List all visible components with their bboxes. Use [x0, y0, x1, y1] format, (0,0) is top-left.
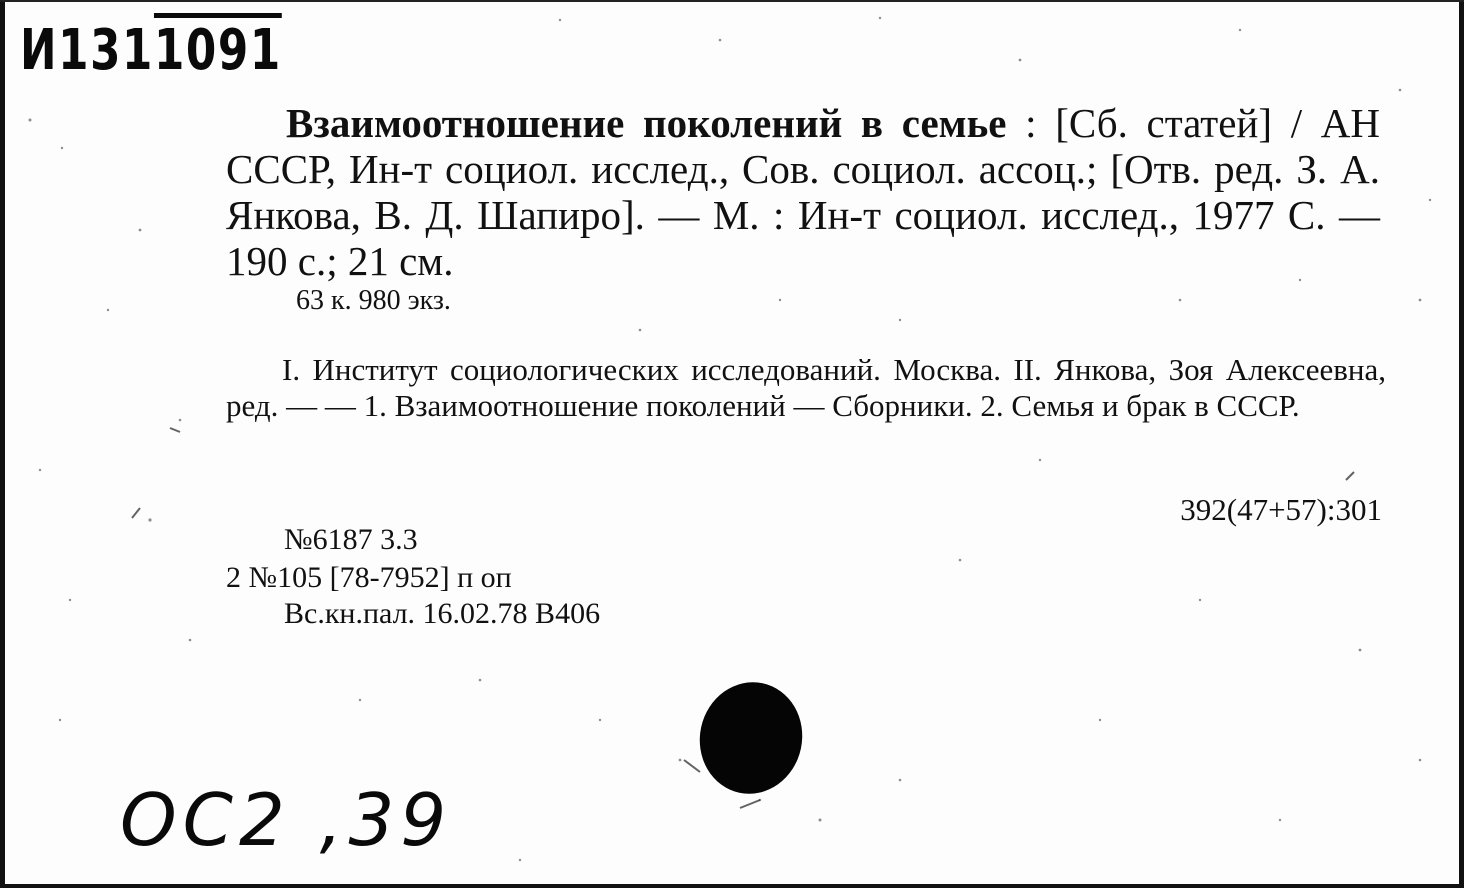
- shelf-mark-prefix: И131: [20, 18, 154, 83]
- shelf-mark: [20, 18, 282, 83]
- shelf-mark-number: 1091: [153, 18, 282, 83]
- accession-line-1: №6187 3.3: [284, 523, 418, 556]
- accession-line-3: Вс.кн.пал. 16.02.78 B406: [284, 597, 601, 630]
- tracings-text: I. Институт социологических исследований. Москва. II. Янкова, Зоя Алексеевна, ред. — — 1. Взаимоотношение поколений — Сборники. 2. Семья и брак в СССР.: [226, 352, 1386, 423]
- bibliographic-details: : [Сб. статей] / АН СССР, Ин-т социол. исслед., Сов. социол. ассоц.; [Отв. ред. З. А. Янкова, В. Д. Шапиро]. — М. : Ин-т социол. исслед., 1977 С. — 190 с.; 21 см.: [226, 100, 1380, 284]
- subject-tracings: [226, 352, 1386, 424]
- inventory-mark: ОС2 ,39: [120, 778, 453, 862]
- book-title: Взаимоотношение поколений в семье: [286, 100, 1007, 146]
- udc-classification: 392(47+57):301: [1180, 492, 1382, 527]
- accession-line-2: 2 №105 [78-7952] п оп: [226, 561, 512, 594]
- price-run-line: 63 к. 980 экз.: [296, 285, 451, 316]
- bibliographic-description: [226, 100, 1380, 284]
